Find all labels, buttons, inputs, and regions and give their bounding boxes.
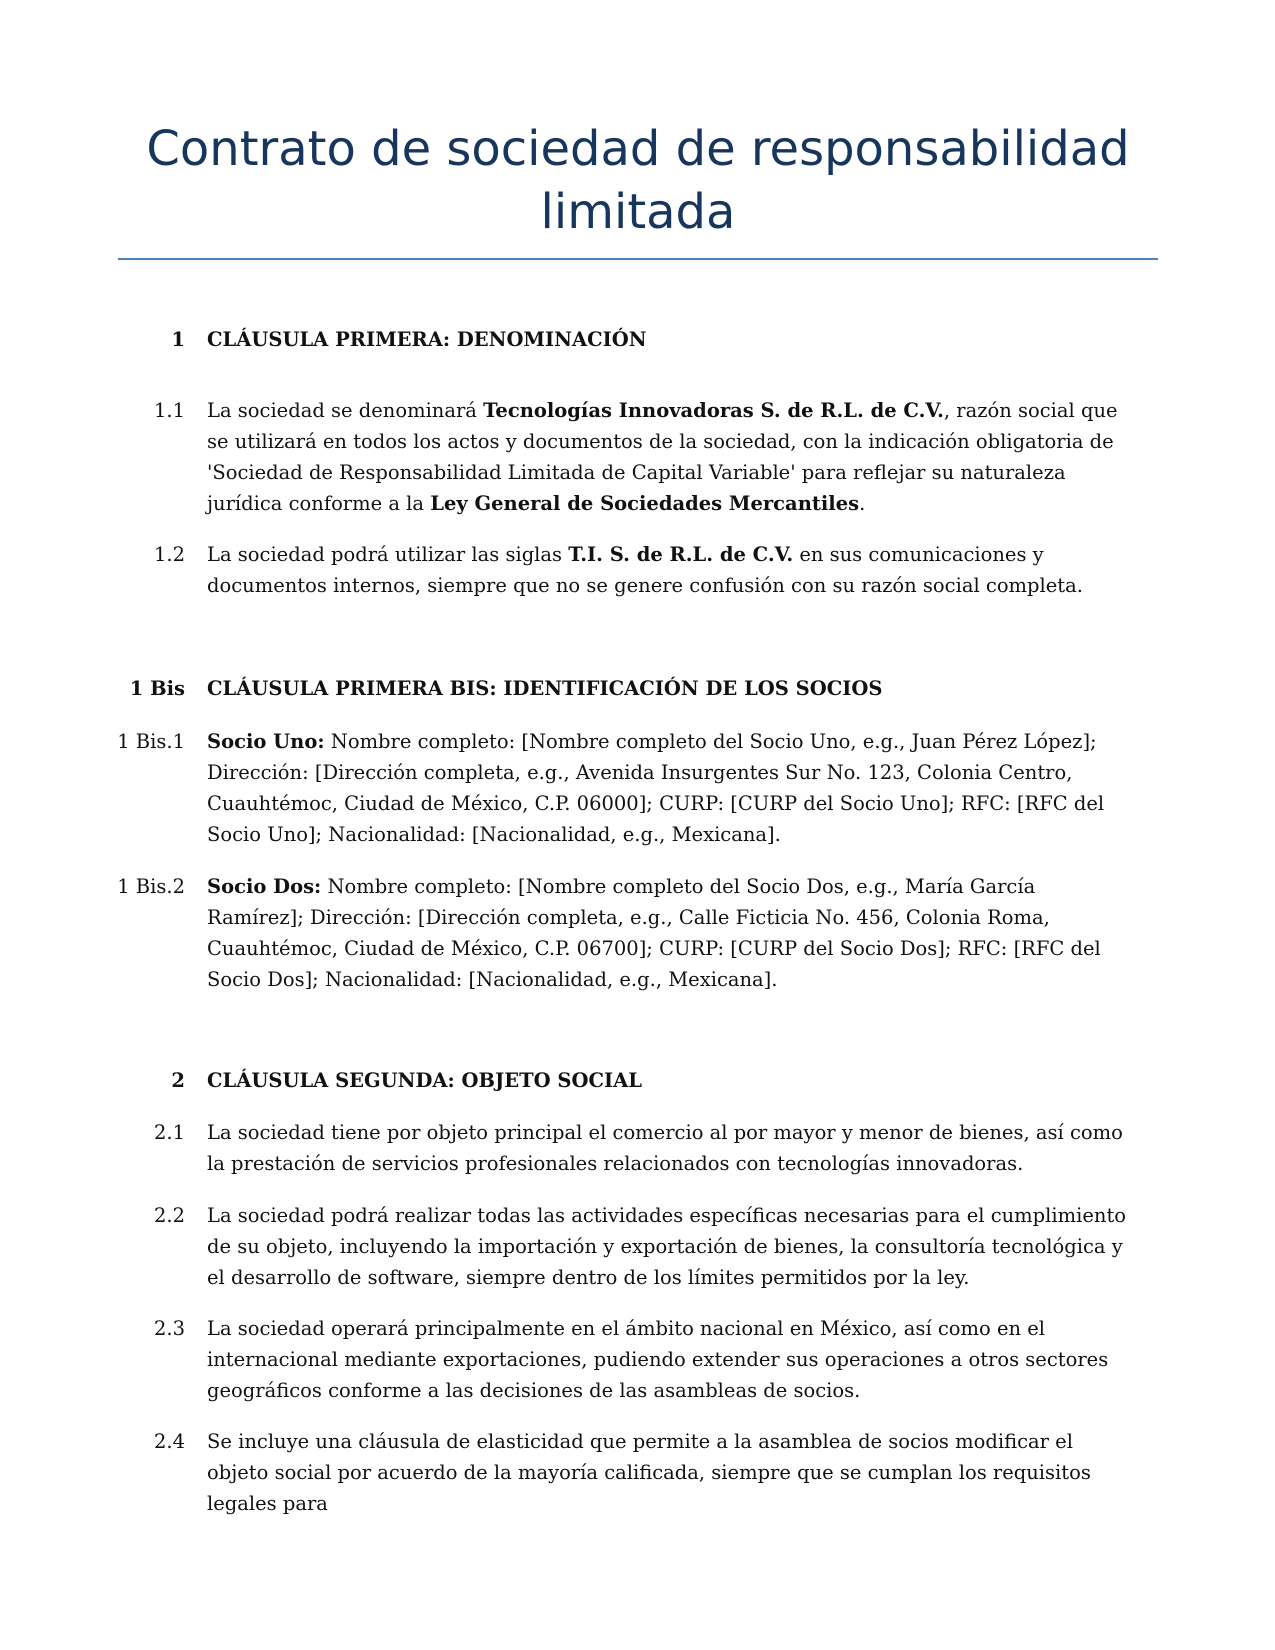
section-heading	[0, 1066, 1275, 1096]
clause-bold-run: T.I. S. de R.L. de C.V.	[568, 543, 794, 566]
clause-text	[207, 539, 1132, 601]
section-title: CLÁUSULA PRIMERA BIS: IDENTIFICACIÓN DE LOS SOCIOS	[207, 677, 883, 700]
clause-number: 1 Bis.2	[117, 875, 185, 898]
clause-number: 2.4	[153, 1430, 185, 1453]
clause-text	[207, 726, 1132, 850]
section-heading	[0, 674, 1275, 704]
clause-number: 1 Bis.1	[117, 730, 185, 753]
clause-number: 1.2	[153, 543, 185, 566]
clause-text-run: La sociedad se denominará	[207, 399, 484, 422]
clause-bold-run: Tecnologías Innovadoras S. de R.L. de C.V.	[483, 399, 944, 422]
clause-number: 1.1	[153, 399, 185, 422]
clause-bold-run: Socio Uno:	[207, 730, 325, 753]
clause-text	[207, 395, 1132, 519]
document-title: Contrato de sociedad de responsabilidad limitada	[146, 121, 1130, 240]
clause-text-run: en sus comunicaciones y documentos internos, siempre que no se genere confusión con su razón social completa.	[207, 543, 1083, 597]
section-title: CLÁUSULA PRIMERA: DENOMINACIÓN	[207, 328, 647, 351]
section-number: 1	[171, 328, 185, 351]
clause-text-run: Nombre completo: [Nombre completo del Socio Dos, e.g., María García Ramírez]; Dirección: [Dirección completa, e.g., Calle Ficticia No. 456, Colonia Roma, Cuauhtémoc, Ciudad de México, C.P. 06700]; CURP: [CURP del Socio Dos]; RFC: [RFC del Socio Dos]; Nacionalidad: [Nacionalidad, e.g., Mexicana].	[207, 875, 1101, 991]
clause-bold-run: Ley General de Sociedades Mercantiles	[430, 492, 860, 515]
clause-text: La sociedad tiene por objeto principal el comercio al por mayor y menor de bienes, así como la prestación de servicios profesionales relacionados con tecnologías innovadoras.	[207, 1121, 1123, 1175]
clause-text: La sociedad operará principalmente en el ámbito nacional en México, así como en el internacional mediante exportaciones, pudiendo extender sus operaciones a otros sectores geográficos conforme a las decisiones de las asambleas de socios.	[207, 1317, 1109, 1402]
section-title: CLÁUSULA SEGUNDA: OBJETO SOCIAL	[207, 1069, 642, 1092]
clause-text-run: .	[859, 492, 866, 515]
section-heading	[0, 325, 1275, 355]
clause-number: 2.3	[153, 1317, 185, 1340]
clause-text: La sociedad podrá realizar todas las actividades específicas necesarias para el cumplimiento de su objeto, incluyendo la importación y exportación de bienes, la consultoría tecnológica y el desarrollo de software, siempre dentro de los límites permitidos por la ley.	[207, 1204, 1127, 1289]
clause-number: 2.1	[153, 1121, 185, 1144]
clause-text-run: La sociedad podrá utilizar las siglas	[207, 543, 569, 566]
clause-number: 2.2	[153, 1204, 185, 1227]
clause-text-run: Nombre completo: [Nombre completo del Socio Uno, e.g., Juan Pérez López]; Dirección: [Dirección completa, e.g., Avenida Insurgentes Sur No. 123, Colonia Centro, Cuauhtémoc, Ciudad de México, C.P. 06000]; CURP: [CURP del Socio Uno]; RFC: [RFC del Socio Uno]; Nacionalidad: [Nacionalidad, e.g., Mexicana].	[207, 730, 1105, 846]
section-number: 2	[171, 1069, 185, 1092]
clause-bold-run: Socio Dos:	[207, 875, 322, 898]
clause-text: Se incluye una cláusula de elasticidad que permite a la asamblea de socios modificar el objeto social por acuerdo de la mayoría calificada, siempre que se cumplan los requisitos legales para	[207, 1430, 1091, 1515]
title-underline	[118, 258, 1158, 260]
section-number: 1 Bis	[129, 677, 185, 700]
clause-text-run: , razón social que se utilizará en todos los actos y documentos de la sociedad, con la indicación obligatoria de 'Sociedad de Responsabilidad Limitada de Capital Variable' para reflejar su naturaleza jurídica conforme a la	[207, 399, 1118, 515]
clause-text	[207, 871, 1132, 995]
